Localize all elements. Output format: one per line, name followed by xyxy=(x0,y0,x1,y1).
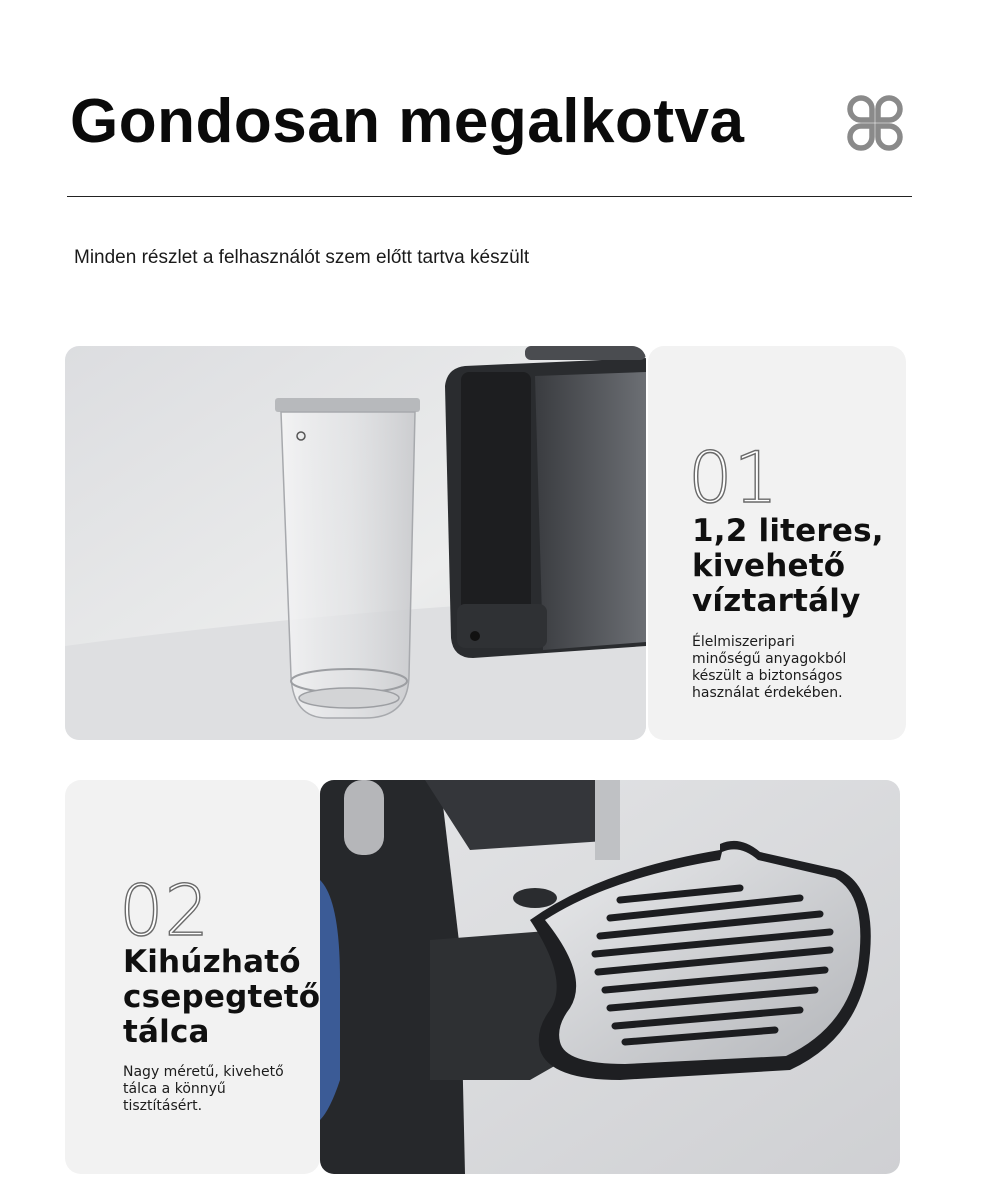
feature-description: Nagy méretű, kivehető tálca a könnyű tisztításért. xyxy=(123,1064,284,1114)
feature-card-1 xyxy=(648,346,906,740)
page-subtitle: Minden részlet a felhasználót szem előtt tartva készült xyxy=(74,247,530,268)
page-title: Gondosan megalkotva xyxy=(70,87,745,156)
feature-number: 02 xyxy=(119,870,211,952)
drip-tray-photo xyxy=(320,780,900,1174)
clover-icon xyxy=(846,94,904,152)
water-tank-photo xyxy=(65,346,646,740)
feature-number: 01 xyxy=(688,437,780,519)
feature-title: Kihúzható csepegtető tálca xyxy=(123,944,321,1050)
divider xyxy=(67,196,912,197)
feature-title: 1,2 literes, kivehető víztartály xyxy=(692,513,884,619)
feature-description: Élelmiszeripari minőségű anyagokból készült a biztonságos használat érdekében. xyxy=(692,634,847,701)
feature-card-2 xyxy=(65,780,320,1174)
